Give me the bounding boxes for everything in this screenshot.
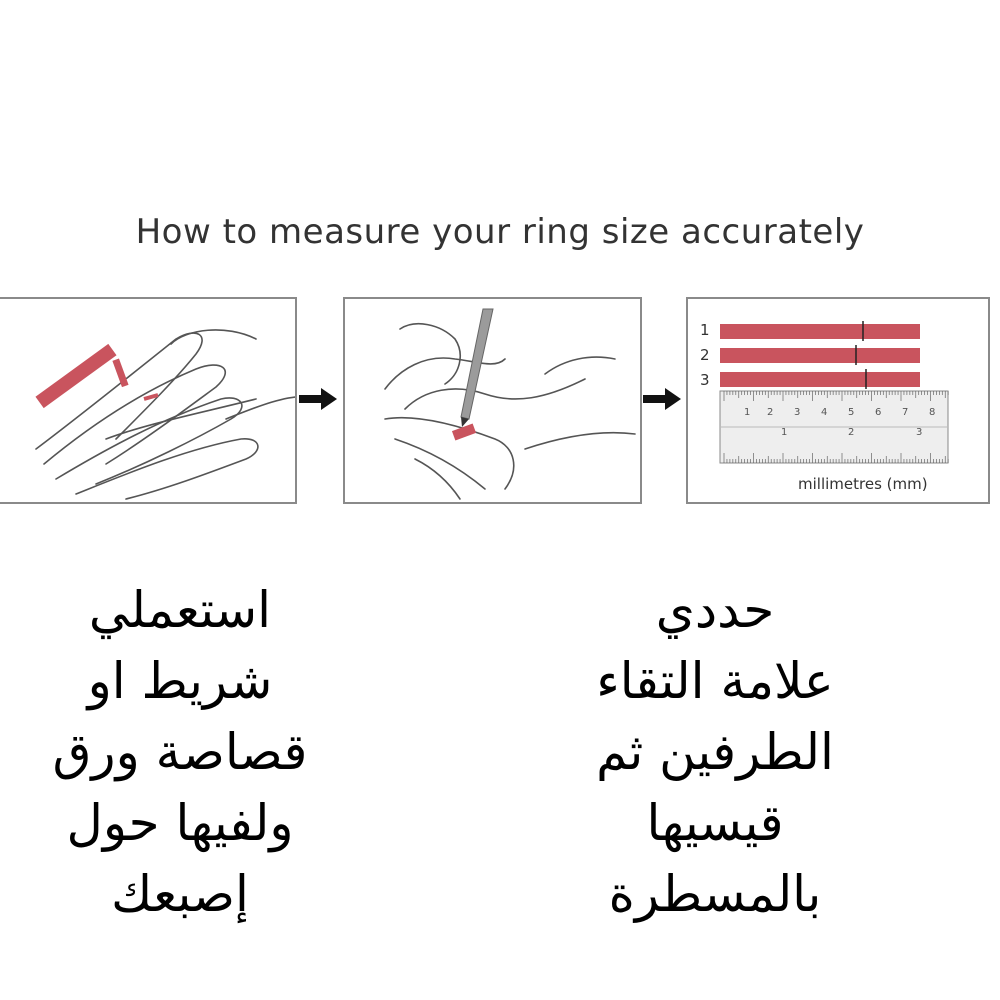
- ruler-tick-label: 1: [781, 427, 788, 438]
- strip-3: [720, 372, 920, 387]
- hand-wrap-illustration: [0, 299, 297, 504]
- ruler-tick-label: 3: [794, 407, 801, 418]
- ruler-tick-label: 2: [767, 407, 774, 418]
- instruction-line: بالمسطرة: [608, 865, 822, 923]
- ruler-tick-label: 5: [848, 407, 855, 418]
- ruler-tick-label: 3: [916, 427, 923, 438]
- step-3-panel: [686, 297, 990, 504]
- page-title: How to measure your ring size accurately: [135, 212, 865, 252]
- ruler-tick-label: 6: [875, 407, 882, 418]
- instruction-line: قصاصة ورق: [52, 723, 308, 781]
- instructions-step-2: [560, 575, 870, 930]
- ruler-tick-label: 2: [848, 427, 855, 438]
- step-1-panel: [0, 297, 297, 504]
- ruler-illustration: [688, 299, 990, 504]
- arrow-right-icon: [299, 386, 339, 416]
- arrow-right-icon: [643, 386, 683, 416]
- unit-label: millimetres (mm): [798, 475, 928, 493]
- ruler-tick-label: 4: [821, 407, 828, 418]
- instruction-line: ولفيها حول: [66, 794, 294, 852]
- instructions-step-1: [20, 575, 340, 930]
- ruler-tick-label: 8: [929, 407, 936, 418]
- strip-on-finger: [112, 358, 128, 387]
- strip-2: [720, 348, 920, 363]
- instruction-line: قيسيها: [646, 794, 784, 852]
- row-number: 3: [700, 371, 710, 389]
- ruler-tick-label: 1: [744, 407, 751, 418]
- row-number: 1: [700, 321, 710, 339]
- strip-1: [720, 324, 920, 339]
- instruction-line: إصبعك: [111, 865, 249, 923]
- pen-marking-illustration: [345, 299, 642, 504]
- instruction-line: الطرفين ثم: [596, 723, 834, 781]
- step-2-panel: [343, 297, 642, 504]
- instruction-line: استعملي: [88, 581, 272, 639]
- instruction-line: حددي: [655, 581, 775, 639]
- instruction-line: شريط او: [87, 652, 273, 710]
- row-number: 2: [700, 346, 710, 364]
- ruler-tick-label: 7: [902, 407, 909, 418]
- instruction-line: علامة التقاء: [596, 652, 834, 710]
- paper-strip: [35, 344, 116, 408]
